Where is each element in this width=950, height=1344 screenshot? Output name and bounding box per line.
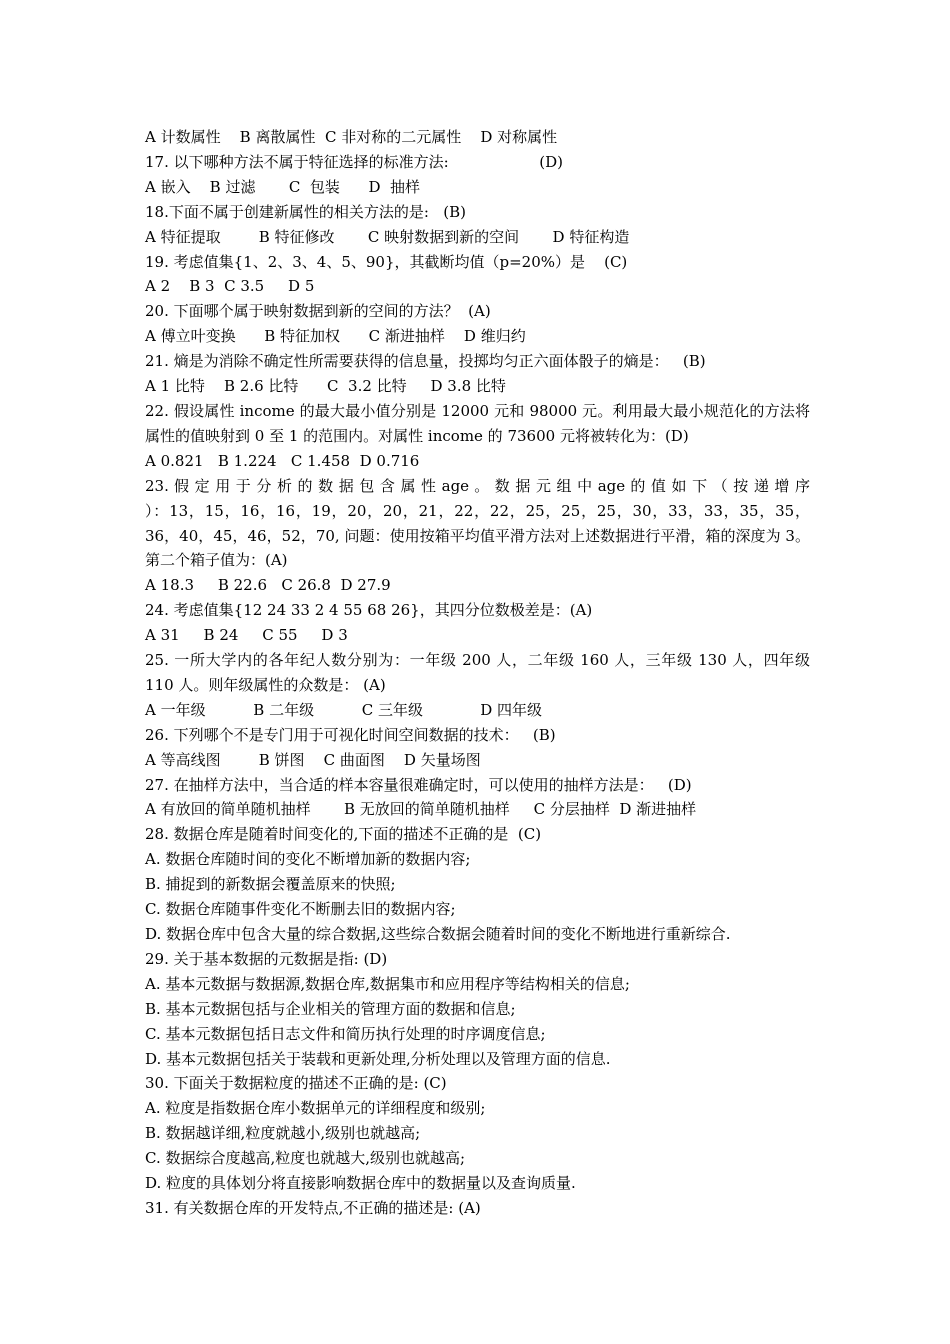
text-line: 27. 在抽样方法中，当合适的样本容量很难确定时，可以使用的抽样方法是： (D)	[145, 775, 692, 794]
document-page	[145, 125, 810, 1221]
text-line: D. 数据仓库中包含大量的综合数据,这些综合数据会随着时间的变化不断地进行重新综合.	[145, 925, 731, 943]
text-line: A. 粒度是指数据仓库小数据单元的详细程度和级别;	[145, 1099, 486, 1118]
question-22: 22. 假设属性 income 的最大最小值分别是 12000 元和 98000 元。利用最大最小规范化的方法将属性的值映射到 0 至 1 的范围内。对属性 income 的 73600 元将被转化为：(D)	[145, 401, 810, 445]
text-line: 18.下面不属于创建新属性的相关方法的是: (B)	[145, 202, 466, 221]
text-line: A. 基本元数据与数据源,数据仓库,数据集市和应用程序等结构相关的信息;	[145, 974, 630, 993]
text-line: A 一年级 B 二年级 C 三年级 D 四年级	[145, 700, 543, 719]
text-line: A 0.821 B 1.224 C 1.458 D 0.716	[145, 451, 420, 470]
text-line: 21. 熵是为消除不确定性所需要获得的信息量，投掷均匀正六面体骰子的熵是： (B)	[145, 352, 706, 371]
question-25: 25. 一所大学内的各年纪人数分别为：一年级 200 人，二年级 160 人，三年级 130 人，四年级 110 人。则年级属性的众数是： (A)	[145, 651, 810, 694]
text-line: A 傅立叶变换 B 特征加权 C 渐进抽样 D 维归约	[145, 327, 526, 346]
text-line: A 嵌入 B 过滤 C 包装 D 抽样	[145, 177, 421, 196]
text-line: 26. 下列哪个不是专门用于可视化时间空间数据的技术： (B)	[145, 725, 556, 744]
text-line: A 计数属性 B 离散属性 C 非对称的二元属性 D 对称属性	[145, 128, 558, 146]
text-line: C. 数据综合度越高,粒度也就越大,级别也就越高;	[145, 1149, 466, 1168]
text-line: 30. 下面关于数据粒度的描述不正确的是: (C)	[145, 1074, 447, 1093]
text-line: 29. 关于基本数据的元数据是指: (D)	[145, 949, 388, 968]
text-line: B. 捕捉到的新数据会覆盖原来的快照;	[145, 875, 396, 894]
text-line: A 2 B 3 C 3.5 D 5	[145, 277, 315, 296]
text-line: D. 基本元数据包括关于装载和更新处理,分析处理以及管理方面的信息.	[145, 1049, 611, 1068]
text-line: 17. 以下哪种方法不属于特征选择的标准方法: (D)	[145, 152, 564, 171]
text-line: A 有放回的简单随机抽样 B 无放回的简单随机抽样 C 分层抽样 D 渐进抽样	[145, 800, 697, 819]
text-line: A 18.3 B 22.6 C 26.8 D 27.9	[145, 576, 391, 595]
text-line: 19. 考虑值集{1、2、3、4、5、90}，其截断均值（p=20%）是 (C)	[145, 252, 628, 271]
text-line: 31. 有关数据仓库的开发特点,不正确的描述是: (A)	[145, 1198, 481, 1217]
question-23: 23. 假 定 用 于 分 析 的 数 据 包 含 属 性 age 。 数 据 元 组 中 age 的 值 如 下 （ 按 递 增 序 ）：13，15，16，16，19，20，20，21，22，22，25，25，25，30，33，33，35，35，36，40，45，46，52，70, 问题：使用按箱平均值平滑方法对上述数据进行平滑，箱的深度为 3。第二个箱子值为：(A)	[145, 476, 810, 570]
text-line: B. 基本元数据包括与企业相关的管理方面的数据和信息;	[145, 999, 516, 1018]
text-line: B. 数据越详细,粒度就越小,级别也就越高;	[145, 1124, 421, 1143]
text-line: A 1 比特 B 2.6 比特 C 3.2 比特 D 3.8 比特	[145, 377, 506, 396]
text-line: A. 数据仓库随时间的变化不断增加新的数据内容;	[145, 850, 471, 869]
text-line: C. 基本元数据包括日志文件和简历执行处理的时序调度信息;	[145, 1024, 546, 1043]
text-line: 20. 下面哪个属于映射数据到新的空间的方法？ (A)	[145, 302, 491, 321]
text-line: 24. 考虑值集{12 24 33 2 4 55 68 26}，其四分位数极差是：(A)	[145, 601, 593, 620]
text-line: A 等高线图 B 饼图 C 曲面图 D 矢量场图	[145, 750, 481, 769]
text-line: D. 粒度的具体划分将直接影响数据仓库中的数据量以及查询质量.	[145, 1174, 576, 1193]
text-line: C. 数据仓库随事件变化不断删去旧的数据内容;	[145, 900, 456, 919]
text-line: 28. 数据仓库是随着时间变化的,下面的描述不正确的是 (C)	[145, 825, 542, 844]
text-line: A 特征提取 B 特征修改 C 映射数据到新的空间 D 特征构造	[145, 227, 630, 246]
text-line: A 31 B 24 C 55 D 3	[145, 626, 348, 645]
